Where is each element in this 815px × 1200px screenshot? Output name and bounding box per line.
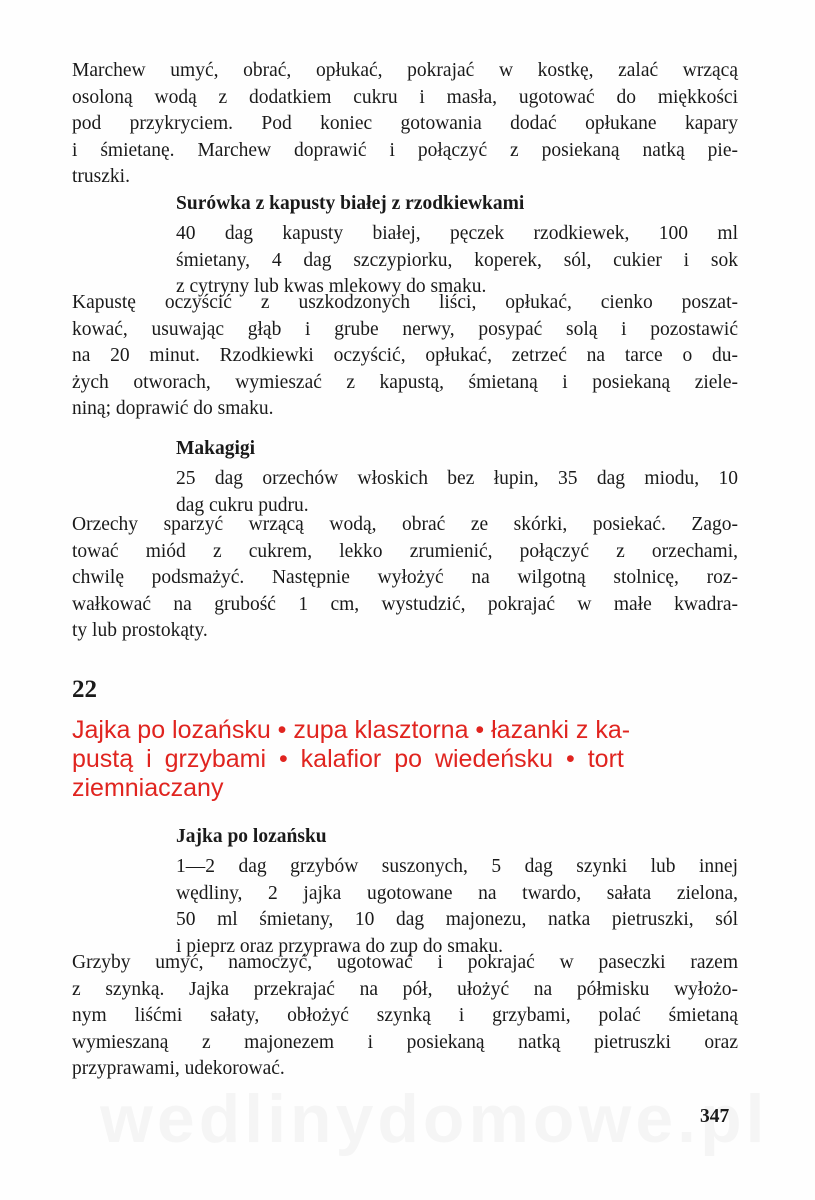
text-line: i śmietanę. Marchew doprawić i połączyć z posiekaną natką pie- bbox=[72, 139, 738, 161]
text-line: z cytryny lub kwas mlekowy do smaku. bbox=[176, 276, 487, 297]
text-line: na 20 minut. Rzodkiewki oczyścić, opłukać, zetrzeć na tarce o du- bbox=[72, 345, 738, 366]
text-line: nym liśćmi sałaty, obłożyć szynką i grzybami, polać śmietaną bbox=[72, 1005, 738, 1026]
text-line: tować miód z cukrem, lekko zrumienić, połączyć z orzechami, bbox=[72, 540, 738, 562]
text-line: Marchew umyć, obrać, opłukać, pokrajać w kostkę, zalać wrzącą bbox=[72, 60, 738, 81]
text-line: z szynką. Jajka przekrajać na pół, ułożyć na półmisku wyłożo- bbox=[72, 978, 738, 1000]
text-line: wymieszaną z majonezem i posiekaną natką pietruszki oraz bbox=[72, 1031, 738, 1053]
chapter-title-line: Jajka po lozańsku • zupa klasztorna • łazanki z ka- bbox=[72, 716, 631, 744]
chapter-title-line: pustą i grzybami • kalafior po wiedeńsku • tort bbox=[72, 745, 624, 773]
text-line: pod przykryciem. Pod koniec gotowania dodać opłukane kapary bbox=[72, 113, 738, 134]
text-line: chwilę podsmażyć. Następnie wyłożyć na wilgotną stolnicę, roz- bbox=[72, 567, 738, 588]
text-line: ty lub prostokąty. bbox=[72, 620, 208, 641]
text-line: 25 dag orzechów włoskich bez łupin, 35 dag miodu, 10 bbox=[176, 468, 738, 489]
text-line: Grzyby umyć, namoczyć, ugotować i pokrajać w paseczki razem bbox=[72, 952, 738, 973]
text-line: kować, usuwając głąb i grube nerwy, posypać solą i pozostawić bbox=[72, 318, 738, 340]
text-line: osoloną wodą z dodatkiem cukru i masła, ugotować do miękkości bbox=[72, 86, 738, 108]
page-number: 347 bbox=[700, 1106, 730, 1127]
recipe-title: Makagigi bbox=[176, 438, 256, 459]
text-line: truszki. bbox=[72, 166, 130, 187]
recipe-ingredients bbox=[176, 221, 738, 301]
chapter-title-line: ziemniaczany bbox=[72, 774, 224, 802]
text-line: 40 dag kapusty białej, pęczek rzodkiewek, 100 ml bbox=[176, 223, 738, 244]
chapter-number: 22 bbox=[72, 676, 97, 703]
chapter-title bbox=[72, 716, 738, 803]
text-line: niną; doprawić do smaku. bbox=[72, 398, 274, 419]
text-line: żych otworach, wymieszać z kapustą, śmietaną i posiekaną ziele- bbox=[72, 371, 738, 393]
text-line: i pieprz oraz przyprawa do zup do smaku. bbox=[176, 935, 504, 957]
intro-paragraph bbox=[72, 58, 738, 191]
text-line: Orzechy sparzyć wrzącą wodą, obrać ze skórki, posiekać. Zago- bbox=[72, 514, 738, 535]
text-line: wałkować na grubość 1 cm, wystudzić, pokrajać w małe kwadra- bbox=[72, 593, 738, 615]
recipe-method bbox=[72, 950, 738, 1083]
text-line: przyprawami, udekorować. bbox=[72, 1058, 285, 1079]
text-line: dag cukru pudru. bbox=[176, 494, 309, 516]
text-line: śmietany, 4 dag szczypiorku, koperek, sól, cukier i sok bbox=[176, 249, 738, 271]
text-line: wędliny, 2 jajka ugotowane na twardo, sałata zielona, bbox=[176, 882, 738, 904]
recipe-method bbox=[72, 290, 738, 423]
text-line: Kapustę oczyścić z uszkodzonych liści, opłukać, cienko poszat- bbox=[72, 292, 738, 313]
recipe-method bbox=[72, 512, 738, 645]
recipe-title: Surówka z kapusty białej z rzodkiewkami bbox=[176, 193, 525, 214]
recipe-ingredients bbox=[176, 854, 738, 960]
watermark bbox=[100, 1080, 769, 1158]
text-line: 50 ml śmietany, 10 dag majonezu, natka pietruszki, sól bbox=[176, 909, 738, 930]
text-line: 1—2 dag grzybów suszonych, 5 dag szynki lub innej bbox=[176, 856, 738, 877]
recipe-title: Jajka po lozańsku bbox=[176, 826, 327, 847]
